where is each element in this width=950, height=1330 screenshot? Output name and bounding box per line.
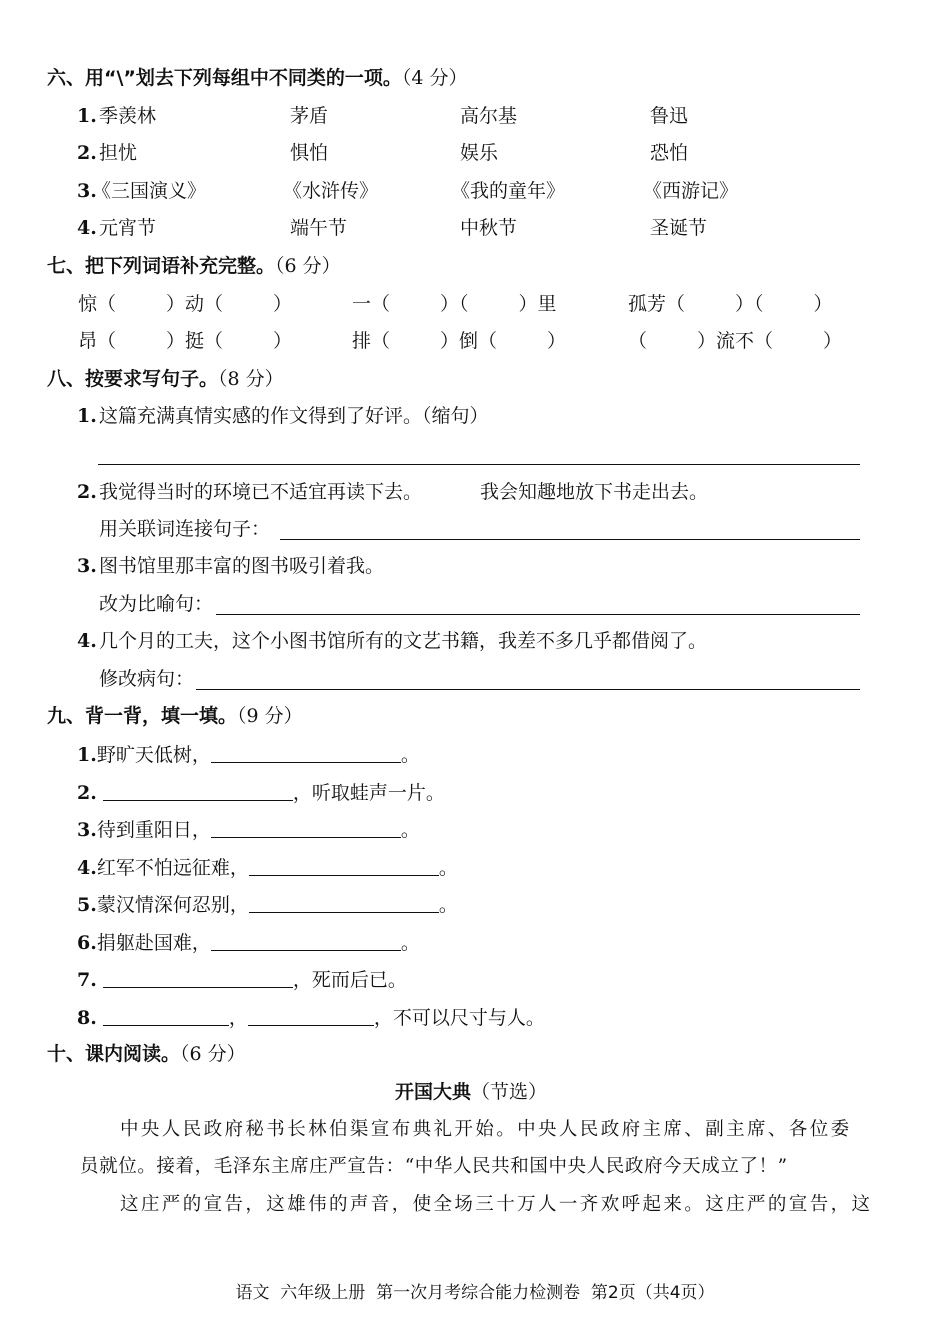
fill-blank[interactable] bbox=[211, 742, 401, 763]
option-item[interactable]: 娱乐 bbox=[460, 142, 499, 164]
recite-item-2 bbox=[77, 780, 445, 805]
option-item[interactable]: 《三国演义》 bbox=[92, 180, 207, 202]
poem-text: 野旷天低树， bbox=[96, 744, 211, 766]
recite-item-6 bbox=[77, 930, 420, 955]
recite-item-5 bbox=[77, 892, 458, 917]
idiom-part: ）（ bbox=[440, 293, 469, 315]
section9-heading bbox=[47, 704, 303, 728]
fill-blank[interactable] bbox=[248, 1005, 374, 1026]
answer-prompt: 修改病句： bbox=[99, 668, 195, 690]
idiom-part: ）里 bbox=[518, 293, 557, 315]
option-item[interactable]: 圣诞节 bbox=[650, 217, 708, 239]
fill-idiom[interactable] bbox=[628, 292, 833, 316]
idiom-part: ） bbox=[813, 293, 833, 315]
question-number: 2. bbox=[77, 481, 97, 503]
section6-points: （4 分） bbox=[401, 67, 468, 89]
fill-blank[interactable] bbox=[103, 780, 293, 801]
option-item[interactable]: 担忧 bbox=[99, 142, 138, 164]
poem-text: 。 bbox=[400, 744, 420, 766]
option-item[interactable]: 惧怕 bbox=[290, 142, 329, 164]
poem-text: ， bbox=[228, 1007, 248, 1029]
answer-line[interactable] bbox=[216, 614, 860, 615]
fill-idiom[interactable] bbox=[78, 292, 292, 316]
idiom-part: （ bbox=[628, 330, 648, 352]
passage-subtitle: （节选） bbox=[471, 1081, 548, 1103]
option-item[interactable]: 茅盾 bbox=[290, 105, 329, 127]
idiom-part: ） bbox=[547, 330, 567, 352]
question-text: 这篇充满真情实感的作文得到了好评。（缩句） bbox=[99, 405, 489, 427]
section7-points: （6 分） bbox=[275, 255, 341, 277]
idiom-part: 孤芳（ bbox=[628, 293, 686, 315]
option-item[interactable]: 季羡林 bbox=[99, 105, 157, 127]
question-number: 3. bbox=[77, 555, 97, 577]
poem-text: ，死而后已。 bbox=[292, 969, 407, 991]
question-number: 5. bbox=[77, 894, 97, 916]
idiom-part: 昂（ bbox=[78, 330, 117, 352]
question-number: 4. bbox=[77, 857, 97, 879]
option-item[interactable]: 端午节 bbox=[290, 217, 348, 239]
answer-prompt: 改为比喻句： bbox=[99, 593, 214, 615]
passage-line: 员就位。接着，毛泽东主席庄严宣告：“中华人民共和国中央人民政府今天成立了！” bbox=[80, 1156, 788, 1177]
row-number: 3. bbox=[77, 180, 97, 202]
option-item[interactable]: 《我的童年》 bbox=[451, 180, 566, 202]
idiom-part: ） bbox=[273, 330, 293, 352]
question-number: 1. bbox=[77, 744, 97, 766]
poem-text: ，听取蛙声一片。 bbox=[292, 782, 445, 804]
poem-text: 红军不怕远征难， bbox=[96, 857, 249, 879]
row-number: 4. bbox=[77, 217, 97, 239]
answer-line[interactable] bbox=[98, 464, 860, 465]
poem-text: ，不可以尺寸与人。 bbox=[373, 1007, 545, 1029]
recite-item-8 bbox=[77, 1005, 545, 1030]
recite-item-1 bbox=[77, 742, 420, 767]
idiom-part: ）倒（ bbox=[440, 330, 498, 352]
idiom-part: 惊（ bbox=[78, 293, 117, 315]
passage-line: 这庄严的宣告，这雄伟的声音，使全场三十万人一齐欢呼起来。这庄严的宣告，这 bbox=[120, 1194, 873, 1215]
passage-line: 中央人民政府秘书长林伯渠宣布典礼开始。中央人民政府主席、副主席、各位委 bbox=[120, 1119, 852, 1140]
recite-item-7 bbox=[77, 967, 407, 992]
poem-text: 待到重阳日， bbox=[96, 819, 211, 841]
poem-text: 。 bbox=[400, 819, 420, 841]
answer-prompt: 用关联词连接句子： bbox=[99, 518, 271, 540]
idiom-part: ）（ bbox=[735, 293, 764, 315]
fill-blank[interactable] bbox=[103, 967, 293, 988]
recite-item-3 bbox=[77, 817, 420, 842]
section10-title: 十、课内阅读。 bbox=[47, 1043, 181, 1065]
poem-text: 捐躯赴国难， bbox=[96, 932, 211, 954]
poem-text: 。 bbox=[400, 932, 420, 954]
answer-line[interactable] bbox=[280, 539, 860, 540]
poem-text: 。 bbox=[438, 857, 458, 879]
answer-line[interactable] bbox=[196, 689, 860, 690]
section8-heading bbox=[47, 367, 284, 391]
section7-title: 七、把下列词语补充完整。 bbox=[47, 255, 276, 277]
section7-heading bbox=[47, 254, 341, 278]
question-number: 6. bbox=[77, 932, 97, 954]
idiom-part: ） bbox=[273, 293, 293, 315]
section6-title: 六、用“\”划去下列每组中不同类的一项。 bbox=[47, 67, 402, 89]
option-item[interactable]: 中秋节 bbox=[460, 217, 518, 239]
question-number: 7. bbox=[77, 969, 97, 991]
option-item[interactable]: 恐怕 bbox=[650, 142, 689, 164]
page-footer: 语文 六年级上册 第一次月考综合能力检测卷 第2页（共4页） bbox=[235, 1283, 715, 1303]
fill-blank[interactable] bbox=[249, 855, 439, 876]
question-text: 图书馆里那丰富的图书吸引着我。 bbox=[99, 555, 385, 577]
option-item[interactable]: 鲁迅 bbox=[650, 105, 689, 127]
fill-blank[interactable] bbox=[249, 892, 439, 913]
option-item[interactable]: 高尔基 bbox=[460, 105, 518, 127]
section8-points: （8 分） bbox=[218, 368, 284, 390]
option-item[interactable]: 《西游记》 bbox=[643, 180, 739, 202]
idiom-part: 排（ bbox=[352, 330, 391, 352]
section9-points: （9 分） bbox=[237, 705, 303, 727]
poem-text: 。 bbox=[438, 894, 458, 916]
question-text: 几个月的工夫，这个小图书馆所有的文艺书籍，我差不多几乎都借阅了。 bbox=[99, 630, 708, 652]
section10-points: （6 分） bbox=[180, 1043, 246, 1065]
idiom-part: 一（ bbox=[352, 293, 391, 315]
passage-title bbox=[395, 1080, 547, 1104]
recite-item-4 bbox=[77, 855, 458, 880]
question-number: 4. bbox=[77, 630, 97, 652]
row-number: 1. bbox=[77, 105, 97, 127]
fill-idiom[interactable] bbox=[78, 329, 292, 353]
poem-text: 蒙汉情深何忍别， bbox=[96, 894, 249, 916]
fill-idiom[interactable] bbox=[352, 292, 557, 316]
question-number: 2. bbox=[77, 782, 97, 804]
idiom-part: ）挺（ bbox=[166, 330, 224, 352]
section6-heading bbox=[47, 66, 468, 90]
option-item[interactable]: 《水浒传》 bbox=[283, 180, 379, 202]
option-item[interactable]: 元宵节 bbox=[99, 217, 157, 239]
fill-idiom[interactable] bbox=[628, 329, 842, 353]
question-number: 3. bbox=[77, 819, 97, 841]
section9-title: 九、背一背，填一填。 bbox=[47, 705, 238, 727]
fill-idiom[interactable] bbox=[352, 329, 566, 353]
question-text: 我觉得当时的环境已不适宜再读下去。 bbox=[99, 481, 423, 503]
section10-heading bbox=[47, 1042, 246, 1066]
question-number: 1. bbox=[77, 405, 97, 427]
passage-title-text: 开国大典 bbox=[395, 1081, 472, 1103]
question-text: 我会知趣地放下书走出去。 bbox=[480, 481, 709, 503]
idiom-part: ）流不（ bbox=[697, 330, 774, 352]
fill-blank[interactable] bbox=[211, 817, 401, 838]
question-number: 8. bbox=[77, 1007, 97, 1029]
fill-blank[interactable] bbox=[211, 930, 401, 951]
idiom-part: ） bbox=[823, 330, 843, 352]
section8-title: 八、按要求写句子。 bbox=[47, 368, 219, 390]
idiom-part: ）动（ bbox=[166, 293, 224, 315]
fill-blank[interactable] bbox=[103, 1005, 229, 1026]
row-number: 2. bbox=[77, 142, 97, 164]
